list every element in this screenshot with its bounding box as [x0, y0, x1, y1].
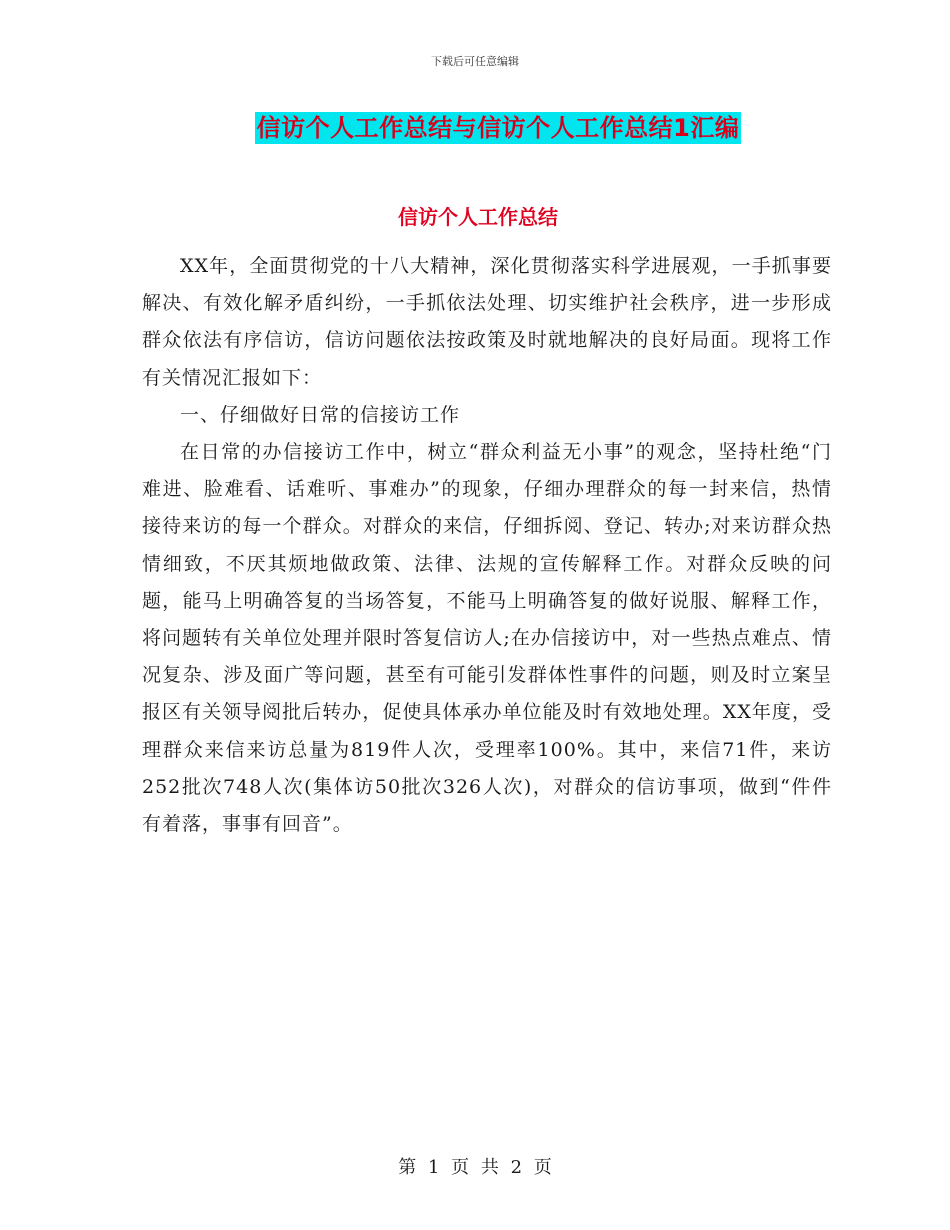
document-title-container — [0, 112, 950, 144]
document-title: 信访个人工作总结与信访个人工作总结1汇编 — [256, 114, 740, 142]
paragraph-intro: XX年，全面贯彻党的十八大精神，深化贯彻落实科学进展观，一手抓事要解决、有效化解矛盾纠纷，一手抓依法处理、切实维护社会秩序，进一步形成群众依法有序信访，信访问题依法按政策及时就地解决的良好局面。现将工作有关情况汇报如下： — [142, 255, 832, 389]
header-note: 下载后可任意编辑 — [431, 55, 519, 68]
paragraph-heading-1: 一、仔细做好日常的信接访工作 — [180, 403, 461, 426]
document-body — [142, 248, 832, 843]
paragraph-details: 在日常的办信接访工作中，树立“群众利益无小事”的观念，坚持杜绝“门难进、脸难看、话难听、事难办”的现象，仔细办理群众的每一封来信，热情接待来访的每一个群众。对群众的来信，仔细拆阅、登记、转办;对来访群众热情细致，不厌其烦地做政策、法律、法规的宣传解释工作。对群众反映的问题，能马上明确答复的当场答复，不能马上明确答复的做好说服、解释工作，将问题转有关单位处理并限时答复信访人;在办信接访中，对一些热点难点、情况复杂、涉及面广等问题，甚至有可能引发群体性事件的问题，则及时立案呈报区有关领导阅批后转办，促使具体承办单位能及时有效地处理。XX年度，受理群众来信来访总量为819件人次，受理率100%。其中，来信71件，来访252批次748人次(集体访50批次326人次)，对群众的信访事项，做到“件件有着落，事事有回音”。 — [142, 441, 832, 836]
page-footer: 第 1 页 共 2 页 — [398, 1157, 552, 1178]
section-title: 信访个人工作总结 — [398, 205, 558, 229]
